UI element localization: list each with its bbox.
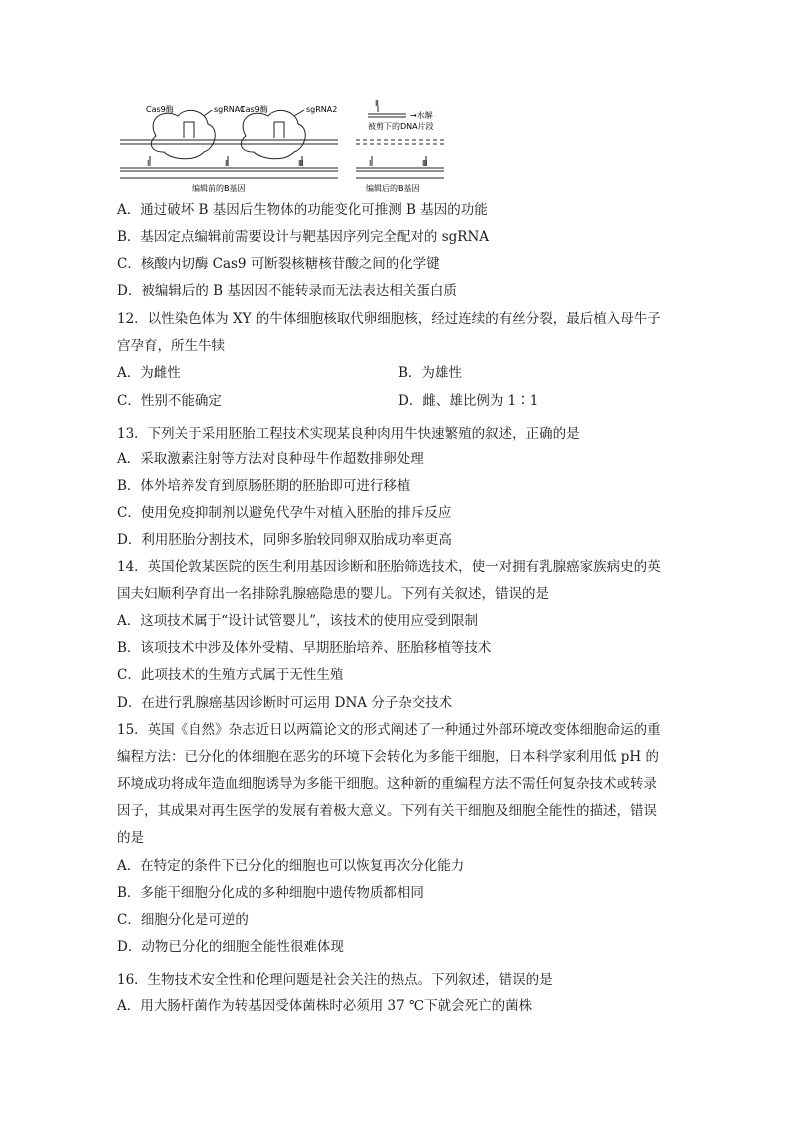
diagram-label-sgrna1: sgRNA1 [214, 105, 246, 114]
q12-stem-line1: 12．以性染色体为 XY 的牛体细胞核取代卵细胞核，经过连续的有丝分裂，最后植入母牛子 [117, 311, 661, 327]
q11-option-a: A．通过破坏 B 基因后生物体的功能变化可推测 B 基因的功能 [117, 202, 488, 218]
diagram-roman-2: Ⅱ [225, 159, 229, 168]
q14-option-a: A．这项技术属于“设计试管婴儿”，该技术的使用应受到限制 [117, 613, 479, 629]
diagram-caption-before: 编辑前的B基因 [192, 184, 246, 193]
q13-option-c: C．使用免疫抑制剂以避免代孕牛对植入胚胎的排斥反应 [117, 505, 452, 521]
diagram-roman-3: Ⅲ [298, 159, 304, 168]
diagram-label-cas9-1: Cas9酶 [146, 105, 174, 114]
crispr-diagram [116, 96, 466, 196]
diagram-cut-fragment: 被剪下的DNA片段 [368, 122, 434, 131]
q16-stem: 16．生物技术安全性和伦理问题是社会关注的热点。下列叙述，错误的是 [117, 972, 553, 988]
q15-option-c: C．细胞分化是可逆的 [117, 912, 249, 928]
q12-option-c: C．性别不能确定 [117, 393, 222, 409]
q14-option-b: B．该项技术中涉及体外受精、早期胚胎培养、胚胎移植等技术 [117, 640, 492, 656]
q11-option-b: B．基因定点编辑前需要设计与靶基因序列完全配对的 sgRNA [117, 229, 490, 245]
q15-option-a: A．在特定的条件下已分化的细胞也可以恢复再次分化能力 [117, 858, 465, 874]
diagram-roman-r2: Ⅱ [375, 99, 379, 108]
q12-option-d: D．雌、雄比例为 1∶1 [398, 393, 539, 409]
q13-option-b: B．体外培养发育到原肠胚期的胚胎即可进行移植 [117, 478, 411, 494]
q13-stem: 13．下列关于采用胚胎工程技术实现某良种肉用牛快速繁殖的叙述，正确的是 [117, 426, 580, 442]
q11-option-c: C．核酸内切酶 Cas9 可断裂核糖核苷酸之间的化学键 [117, 256, 440, 272]
q15-stem-line5: 的是 [117, 830, 144, 846]
q12-option-a: A．为雌性 [117, 365, 181, 381]
diagram-roman-r1: Ⅰ [369, 159, 372, 168]
q13-option-a: A．采取激素注射等方法对良种母牛作超数排卵处理 [117, 451, 424, 467]
diagram-label-sgrna2: sgRNA2 [306, 105, 338, 114]
diagram-caption-after: 编辑后的B基因 [366, 184, 420, 193]
q15-option-b: B．多能干细胞分化成的多种细胞中遗传物质都相同 [117, 885, 424, 901]
q12-stem-line2: 宫孕育，所生牛犊 [117, 338, 225, 354]
q15-stem-line3: 环境成功将成年造血细胞诱导为多能干细胞。这种新的重编程方法不需任何复杂技术或转录 [117, 776, 657, 792]
q12-option-b: B．为雄性 [398, 365, 462, 381]
q16-option-a: A．用大肠杆菌作为转基因受体菌株时必须用 37 ℃下就会死亡的菌株 [117, 998, 533, 1014]
q15-stem-line1: 15．英国《自然》杂志近日以两篇论文的形式阐述了一种通过外部环境改变体细胞命运的重 [117, 722, 661, 738]
diagram-roman-1: Ⅰ [147, 159, 150, 168]
q11-option-d: D．被编辑后的 B 基因因不能转录而无法表达相关蛋白质 [117, 283, 457, 299]
q14-option-d: D．在进行乳腺癌基因诊断时可运用 DNA 分子杂交技术 [117, 695, 453, 711]
diagram-hydrolysis: →水解 [410, 111, 433, 120]
q14-stem-line1: 14．英国伦敦某医院的医生利用基因诊断和胚胎筛选技术，使一对拥有乳腺癌家族病史的英 [117, 559, 661, 575]
q14-stem-line2: 国夫妇顺利孕育出一名排除乳腺癌隐患的婴儿。下列有关叙述，错误的是 [117, 586, 549, 602]
q13-option-d: D．利用胚胎分割技术，同卵多胎较同卵双胎成功率更高 [117, 532, 452, 548]
diagram-roman-r3: Ⅲ [422, 159, 428, 168]
diagram-label-cas9-2: Cas9酶 [240, 105, 268, 114]
q15-stem-line2: 编程方法：已分化的体细胞在恶劣的环境下会转化为多能干细胞，日本科学家利用低 pH 的 [117, 749, 659, 765]
q15-stem-line4: 因子，其成果对再生医学的发展有着极大意义。下列有关干细胞及细胞全能性的描述，错误 [117, 803, 657, 819]
q15-option-d: D．动物已分化的细胞全能性很难体现 [117, 939, 344, 955]
q14-option-c: C．此项技术的生殖方式属于无性生殖 [117, 667, 344, 683]
